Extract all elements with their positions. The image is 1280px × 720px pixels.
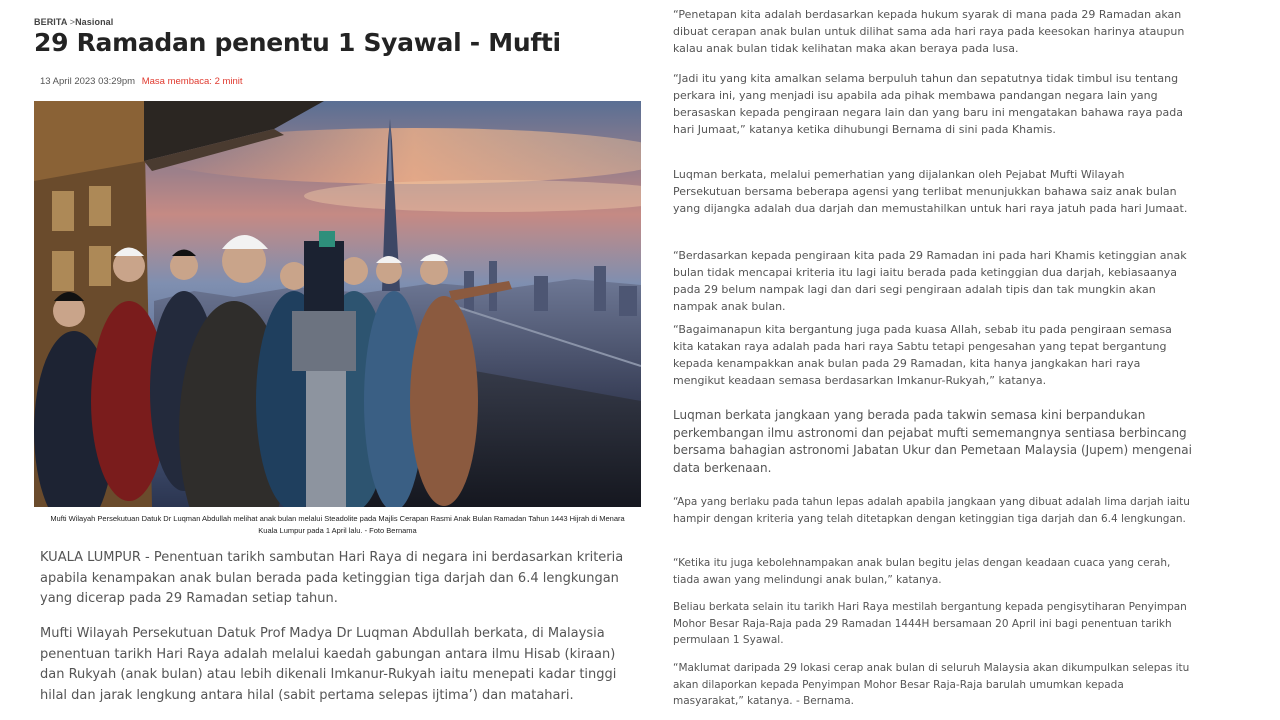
- left-paragraph-2: Mufti Wilayah Persekutuan Datuk Prof Madya Dr Luqman Abdullah berkata, di Malaysia penentuan tarikh Hari Raya adalah melalui kaedah gabungan antara ilmu Hisab (kiraan) dan Rukyah (anak bulan) atau lebih dikenali Imkanur-Rukyah iaitu menepati kadar tinggi hilal dan jarak lengkung antara hilal (sabit pertama selepas ijtima’) dan matahari.: [40, 626, 617, 704]
- reading-time: Masa membaca: 2 minit: [141, 76, 243, 87]
- right-paragraph-7: “Apa yang berlaku pada tahun lepas adalah apabila jangkaan yang dibuat adalah lima darjah iaitu hampir dengan kriteria yang telah ditetapkan dengan ketinggian tiga darjah dan 6.4 lengkungan.: [673, 496, 1190, 525]
- photo-illustration: [34, 101, 641, 507]
- right-paragraph-5: “Bagaimanapun kita bergantung juga pada kuasa Allah, sebab itu pada pengiraan semasa kita katakan raya adalah pada hari raya Sabtu tetapi pengesahan yang tepat bergantung kepada kenampakkan anak bulan pada 29 Ramadan, kita hanya jangkakan hari raya mengikut keadaan semasa berdasarkan Imkanur-Rukyah,” katanya.: [673, 323, 1172, 387]
- breadcrumb-section-link[interactable]: BERITA: [34, 17, 68, 27]
- article-title: 29 Ramadan penentu 1 Syawal - Mufti: [34, 28, 561, 57]
- right-paragraph-2: “Jadi itu yang kita amalkan selama berpuluh tahun dan sepatutnya tidak timbul isu tentang perkara ini, yang menjadi isu apabila ada pihak membawa pandangan negara lain yang berasaskan kepada pengiraan negara lain dan yang baru ini mengatakan bahawa raya pada hari Jumaat,” katanya ketika dihubungi Bernama di sini pada Khamis.: [673, 72, 1183, 136]
- right-paragraph-6: Luqman berkata jangkaan yang berada pada takwin semasa kini berpandukan perkembangan ilmu astronomi dan pejabat mufti sememangnya sentiasa berbincang bersama bahagian astronomi Jabatan Ukur dan Pemetaan Malaysia (Jupem) mengenai data berkenaan.: [673, 408, 1192, 475]
- right-paragraph-1: “Penetapan kita adalah berdasarkan kepada hukum syarak di mana pada 29 Ramadan akan dibuat cerapan anak bulan untuk dilihat sama ada hari raya pada keesokan harinya ataupun kalau anak bulan tidak kelihatan maka akan beraya pada lusa.: [673, 8, 1185, 55]
- breadcrumb-separator: >: [69, 17, 76, 27]
- right-paragraph-9: Beliau berkata selain itu tarikh Hari Raya mestilah bergantung kepada pengisytiharan Penyimpan Mohor Besar Raja-Raja pada 29 Ramadan 1444H bersamaan 20 April ini bagi penentuan tarikh permulaan 1 Syawal.: [673, 601, 1187, 646]
- article-photo: [34, 101, 641, 507]
- right-paragraph-10: “Maklumat daripada 29 lokasi cerap anak bulan di seluruh Malaysia akan dikumpulkan selepas itu akan dilaporkan kepada Penyimpan Mohor Besar Raja-Raja barulah umumkan kepada masyarakat,” katanya. - Bernama.: [673, 662, 1190, 707]
- right-paragraph-3: Luqman berkata, melalui pemerhatian yang dijalankan oleh Pejabat Mufti Wilayah Persekutuan bersama beberapa agensi yang terlibat menunjukkan bahawa saiz anak bulan yang dijangka adalah dua darjah dan memustahilkan untuk hari raya jatuh pada hari Jumaat.: [673, 168, 1188, 215]
- breadcrumb: [34, 17, 113, 27]
- right-paragraph-8: “Ketika itu juga kebolehnampakan anak bulan begitu jelas dengan keadaan cuaca yang cerah, tiada awan yang melindungi anak bulan,” katanya.: [673, 557, 1171, 586]
- breadcrumb-subsection-link[interactable]: Nasional: [75, 17, 114, 27]
- article-meta: [40, 76, 243, 87]
- right-paragraph-4: “Berdasarkan kepada pengiraan kita pada 29 Ramadan ini pada hari Khamis ketinggian anak bulan tidak mencapai kriteria itu lagi iaitu berada pada ketinggian dua darjah, kebiasaanya pada 29 belum nampak lagi dan dari segi pengiraan adalah tipis dan tak mungkin akan nampak anak bulan.: [673, 249, 1187, 313]
- publish-date: 13 April 2023 03:29pm: [40, 76, 136, 87]
- left-paragraph-1: KUALA LUMPUR - Penentuan tarikh sambutan Hari Raya di negara ini berdasarkan kriteria apabila kenampakan anak bulan berada pada ketinggian tiga darjah dan 6.4 lengkungan yang dicerap pada 29 Ramadan setiap tahun.: [40, 550, 624, 607]
- photo-caption: Mufti Wilayah Persekutuan Datuk Dr Luqman Abdullah melihat anak bulan melalui Steadolite pada Majlis Cerapan Rasmi Anak Bulan Ramadan Tahun 1443 Hijrah di Menara Kuala Lumpur pada 1 April lalu. - Foto Bernama: [50, 514, 625, 535]
